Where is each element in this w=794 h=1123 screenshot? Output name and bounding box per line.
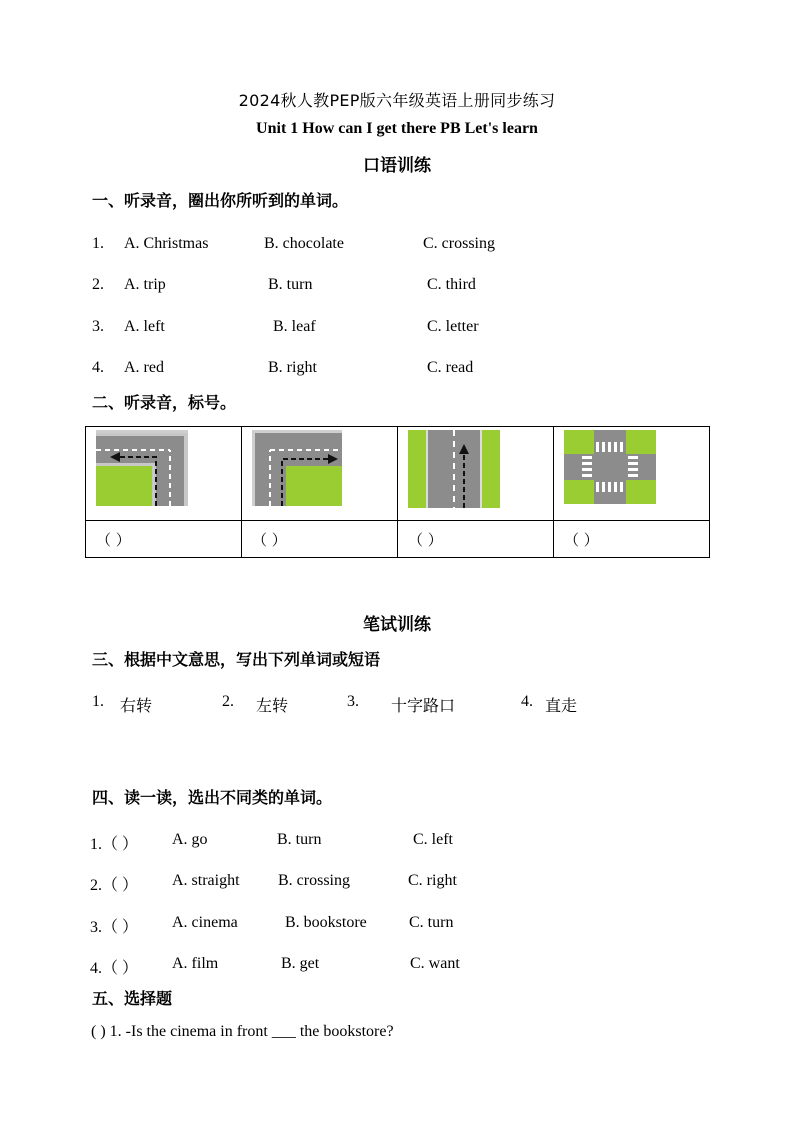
option-a: A. left [124,318,165,335]
unit-subtitle: Unit 1 How can I get there PB Let's learn [256,120,538,137]
question-line: ( ) 1. -Is the cinema in front ___ the bookstore? [91,1023,394,1040]
option-b: B. leaf [273,318,316,335]
option-b: B. right [268,359,317,376]
item-number: 3. [347,693,359,710]
part1-heading: 一、听录音，圈出你所听到的单词。 [92,191,349,210]
option-a: A. straight [172,872,240,889]
picture-cell [242,427,398,521]
option-b: B. get [281,955,320,972]
answer-blank[interactable]: （ ） [398,521,554,558]
picture-cell [86,427,242,521]
option-a: A. cinema [172,914,238,931]
item-number-blank[interactable]: 1.（ ） [90,836,139,853]
item-number-blank[interactable]: 4.（ ） [90,960,139,977]
option-b: B. crossing [278,872,350,889]
picture-cell [398,427,554,521]
listening-picture-table [85,426,710,558]
item-number: 3. [92,318,104,335]
section-written-title: 笔试训练 [363,615,431,635]
turn-left-road-icon [96,430,188,506]
picture-cell [554,427,710,521]
chinese-word: 左转 [256,696,289,715]
item-number-blank[interactable]: 3.（ ） [90,919,139,936]
part2-heading: 二、听录音，标号。 [92,393,237,412]
option-a: A. red [124,359,164,376]
option-c: C. letter [427,318,479,335]
part5-heading: 五、选择题 [92,989,173,1008]
turn-right-road-icon [252,430,342,506]
option-c: C. left [413,831,453,848]
item-number: 2. [92,276,104,293]
option-c: C. want [410,955,460,972]
chinese-word: 右转 [120,696,153,715]
item-number: 1. [92,235,104,252]
item-number: 1. [92,693,104,710]
part4-heading: 四、读一读，选出不同类的单词。 [92,788,333,807]
option-c: C. turn [409,914,454,931]
option-a: A. film [172,955,219,972]
option-c: C. third [427,276,476,293]
page-title: 2024秋人教PEP版六年级英语上册同步练习 [238,91,556,110]
option-a: A. go [172,831,208,848]
section-oral-title: 口语训练 [363,156,431,176]
answer-blank[interactable]: （ ） [242,521,398,558]
option-b: B. chocolate [264,235,344,252]
part3-heading: 三、根据中文意思，写出下列单词或短语 [92,650,381,669]
option-a: A. trip [124,276,166,293]
answer-blank[interactable]: （ ） [86,521,242,558]
option-c: C. read [427,359,474,376]
answer-blank[interactable]: （ ） [554,521,710,558]
item-number-blank[interactable]: 2.（ ） [90,877,139,894]
chinese-word: 十字路口 [391,696,456,715]
crossing-road-icon [564,430,656,504]
option-c: C. crossing [423,235,495,252]
option-b: B. turn [268,276,313,293]
item-number: 4. [521,693,533,710]
option-a: A. Christmas [124,235,209,252]
chinese-word: 直走 [545,696,578,715]
option-c: C. right [408,872,457,889]
item-number: 4. [92,359,104,376]
go-straight-road-icon [408,430,500,508]
option-b: B. bookstore [285,914,367,931]
option-b: B. turn [277,831,322,848]
item-number: 2. [222,693,234,710]
